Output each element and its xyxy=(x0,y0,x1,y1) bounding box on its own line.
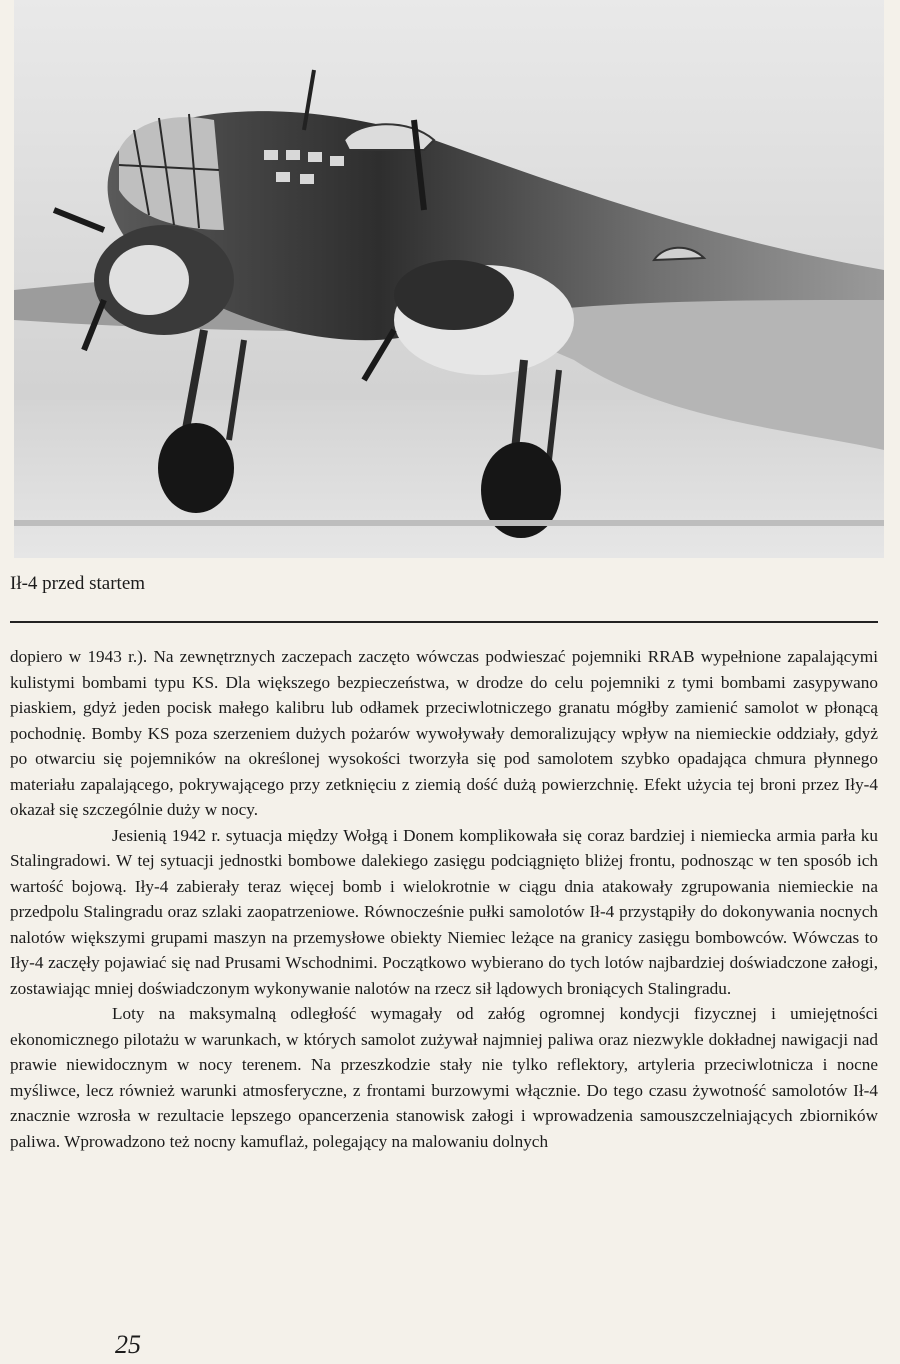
aircraft-photo-drawing xyxy=(14,0,884,558)
section-divider xyxy=(10,621,878,623)
page-number: 25 xyxy=(115,1330,141,1359)
photo-caption: Ił-4 przed startem xyxy=(10,573,146,594)
body-text xyxy=(10,644,878,1154)
paragraph: Jesienią 1942 r. sytuacja między Wołgą i Donem komplikowała się coraz bardziej i niemiecka armia parła ku Stalingradowi. W tej sytuacji jednostki bombowe dalekiego zasięgu podciągnięto bliżej frontu, podnosząc w ten sposób ich wartość bojową. Iły-4 zabierały teraz więcej bomb i wielokrotnie w ciągu dnia atakowały zgrupowania niemieckie na przedpolu Stalingradu oraz szlaki zaopatrzeniowe. Równocześnie pułki samolotów Ił-4 przystąpiły do dokonywania nocnych nalotów większymi grupami maszyn na przemysłowe obiekty Niemiec leżące na granicy zasięgu bombowców. Wówczas to Iły-4 zaczęły pojawiać się nad Prusami Wschodnimi. Początkowo wybierano do tych lotów najbardziej doświadczone załogi, zostawiając mniej doświadczonym wykonywanie nalotów na rzecz sił lądowych broniących Stalingradu. xyxy=(10,825,878,998)
paragraph: dopiero w 1943 r.). Na zewnętrznych zaczepach zaczęto wówczas podwieszać pojemniki RRAB wypełnione zapalającymi kulistymi bombami typu KS. Dla większego bezpieczeństwa, w drodze do celu pojemniki z tymi bombami zasypywano piaskiem, gdyż jeden pocisk małego kalibru lub odłamek przeciwlotniczego granatu mógłby zamienić samolot w płonącą pochodnię. Bomby KS poza szerzeniem dużych pożarów wywoływały demoralizujący wpływ na niemieckie oddziały, gdyż po otwarciu się pojemników na określonej wysokości tworzyła się pod samolotem szybko opadająca chmura płynnego materiału zapalającego, pokrywającego przy zetknięciu z ziemią dość dużą powierzchnię. Efekt użycia tej broni przez Iły-4 okazał się szczególnie duży w nocy. xyxy=(10,647,878,819)
aircraft-photo xyxy=(14,0,884,558)
paragraph: Loty na maksymalną odległość wymagały od załóg ogromnej kondycji fizycznej i umiejętności ekonomicznego pilotażu w warunkach, w których samolot zużywał najmniej paliwa oraz niezwykle dokładnej nawigacji nad prawie niewidocznym w nocy terenem. Na przeszkodzie stały nie tylko reflektory, artyleria przeciwlotnicza i nocne myśliwce, lecz również warunki atmosferyczne, z frontami burzowymi włącznie. Do tego czasu żywotność samolotów Ił-4 znacznie wzrosła w rezultacie lepszego opancerzenia stanowisk załogi i wprowadzenia samouszczelniających zbiorników paliwa. Wprowadzono też nocny kamuflaż, polegający na malowaniu dolnych xyxy=(10,1004,878,1151)
